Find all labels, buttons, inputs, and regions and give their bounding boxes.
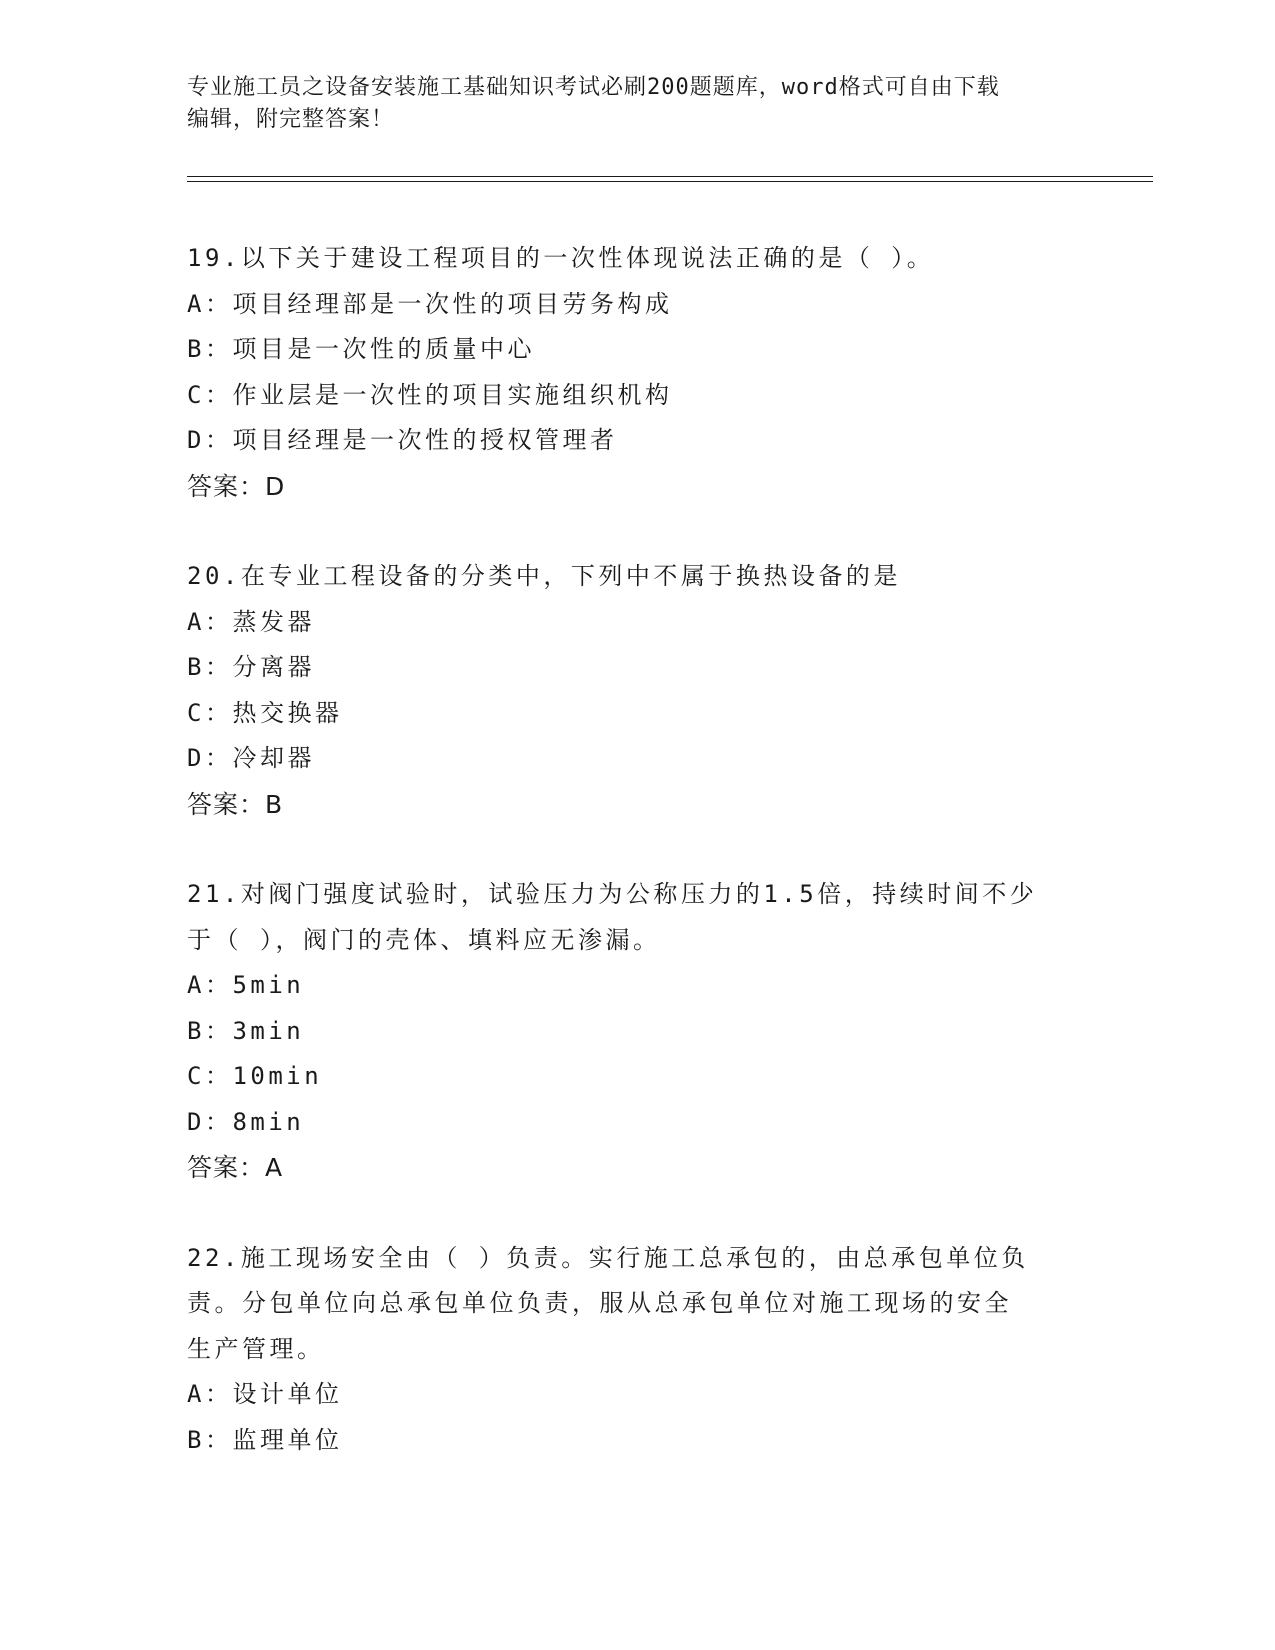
question-text: 19.以下关于建设工程项目的一次性体现说法正确的是（ ）。	[187, 244, 935, 272]
option-d: D：项目经理是一次性的授权管理者	[187, 426, 618, 454]
question-list	[187, 236, 1087, 1508]
answer-label: 答案：B	[187, 789, 284, 819]
header-title-line-1: 专业施工员之设备安装施工基础知识考试必刷200题题库，word格式可自由下载	[187, 75, 1000, 100]
question-text-continued: 生产管理。	[187, 1334, 325, 1363]
option-b: B：监理单位	[187, 1425, 343, 1454]
header-divider	[187, 176, 1153, 182]
question-text: 21.对阀门强度试验时，试验压力为公称压力的1.5倍，持续时间不少	[187, 880, 1038, 908]
option-c: C：10min	[187, 1062, 323, 1090]
document-header	[187, 72, 1087, 136]
answer-label: 答案：A	[187, 1153, 284, 1182]
option-c: C：作业层是一次性的项目实施组织机构	[187, 380, 673, 409]
question-text: 22.施工现场安全由（ ）负责。实行施工总承包的，由总承包单位负	[187, 1243, 1029, 1272]
option-d: D：冷却器	[187, 744, 315, 772]
option-b: B：分离器	[187, 653, 315, 681]
option-a: A：设计单位	[187, 1380, 343, 1408]
option-a: A：蒸发器	[187, 607, 315, 636]
question-20	[187, 554, 1087, 827]
option-b: B：3min	[187, 1016, 305, 1045]
question-text-continued: 于（ ），阀门的壳体、填料应无渗漏。	[187, 925, 661, 954]
option-a: A：5min	[187, 971, 305, 999]
answer-label: 答案：D	[187, 471, 286, 501]
option-b: B：项目是一次性的质量中心	[187, 335, 535, 363]
question-22	[187, 1236, 1087, 1464]
question-21	[187, 872, 1087, 1191]
option-c: C：热交换器	[187, 698, 343, 727]
option-d: D：8min	[187, 1107, 305, 1136]
question-text: 20.在专业工程设备的分类中，下列中不属于换热设备的是	[187, 562, 901, 590]
header-title-line-2: 编辑，附完整答案！	[187, 107, 395, 132]
option-a: A：项目经理部是一次性的项目劳务构成	[187, 289, 673, 318]
question-text-continued: 责。分包单位向总承包单位负责，服从总承包单位对施工现场的安全	[187, 1289, 1012, 1317]
question-19	[187, 236, 1087, 509]
